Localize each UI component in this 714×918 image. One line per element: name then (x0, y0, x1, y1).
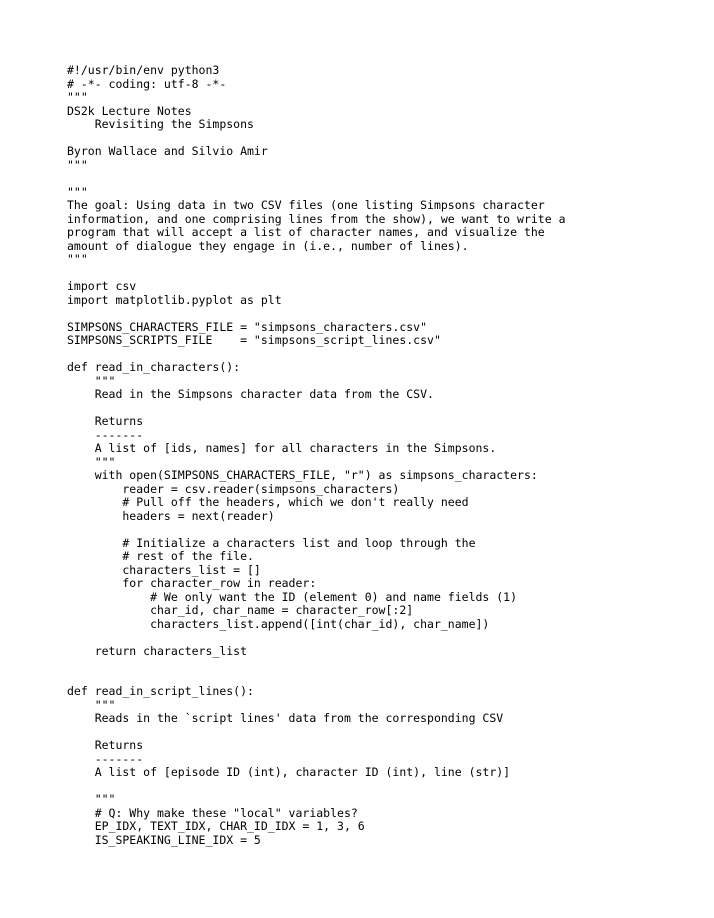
code-line: """ (67, 184, 88, 199)
code-line: characters_list = [] (67, 562, 261, 577)
code-line: DS2k Lecture Notes (67, 103, 192, 118)
code-line (67, 132, 566, 146)
code-line: A list of [episode ID (int), character ID (int), line (str)] (67, 765, 511, 779)
code-line: """ (67, 373, 116, 388)
code-line (67, 267, 566, 281)
code-line (67, 631, 566, 645)
code-line (67, 780, 566, 794)
code-line: # Initialize a characters list and loop through the (67, 535, 476, 550)
code-line: characters_list.append([int(char_id), char_name]) (67, 616, 490, 631)
code-line: def read_in_script_lines(): (67, 684, 254, 698)
code-line: def read_in_characters(): (67, 360, 241, 374)
code-line: Byron Wallace and Silvio Amir (67, 144, 268, 158)
code-line: """ (67, 697, 116, 712)
code-line: """ (67, 157, 88, 172)
code-line: # -*- coding: utf-8 -*- (67, 76, 227, 91)
code-line: A list of [ids, names] for all characters in the Simpsons. (67, 441, 497, 455)
code-line: return characters_list (67, 643, 248, 658)
code-line: headers = next(reader) (67, 508, 275, 523)
code-line: program that will accept a list of character names, and visualize the (67, 225, 545, 239)
code-line: import matplotlib.pyplot as plt (67, 292, 282, 307)
code-line (67, 307, 566, 321)
code-line (67, 672, 566, 686)
code-line: ------- (67, 427, 144, 442)
code-line: IS_SPEAKING_LINE_IDX = 5 (67, 832, 261, 847)
code-line: SIMPSONS_SCRIPTS_FILE = "simpsons_script_lines.csv" (67, 333, 441, 347)
code-line: # Q: Why make these "local" variables? (67, 805, 358, 820)
code-line: char_id, char_name = character_row[:2] (67, 603, 414, 617)
code-line (67, 726, 566, 740)
code-line: ------- (67, 751, 144, 766)
code-line: Revisiting the Simpsons (67, 117, 254, 131)
code-listing (67, 64, 566, 847)
code-line (67, 348, 566, 362)
code-line (67, 658, 566, 672)
code-line (67, 402, 566, 416)
code-line (67, 523, 566, 537)
code-line: information, and one comprising lines from the show), we want to write a (67, 211, 566, 226)
code-line: # We only want the ID (element 0) and name fields (1) (67, 589, 518, 604)
code-line: EP_IDX, TEXT_IDX, CHAR_ID_IDX = 1, 3, 6 (67, 819, 365, 833)
code-line: # Pull off the headers, which we don't really need (67, 495, 469, 509)
code-line: """ (67, 90, 88, 104)
code-line: """ (67, 454, 116, 469)
code-line: reader = csv.reader(simpsons_characters) (67, 481, 400, 496)
code-line: The goal: Using data in two CSV files (one listing Simpsons character (67, 198, 545, 212)
code-line: Reads in the `script lines' data from the corresponding CSV (67, 711, 504, 725)
code-line: #!/usr/bin/env python3 (67, 63, 220, 77)
code-line: # rest of the file. (67, 549, 254, 563)
code-line: for character_row in reader: (67, 576, 317, 590)
code-line: Returns (67, 414, 144, 428)
code-line: Read in the Simpsons character data from the CSV. (67, 387, 434, 401)
code-line: SIMPSONS_CHARACTERS_FILE = "simpsons_characters.csv" (67, 319, 428, 334)
code-line: """ (67, 252, 88, 266)
code-line (67, 172, 566, 186)
code-line: Returns (67, 738, 144, 752)
code-line: with open(SIMPSONS_CHARACTERS_FILE, "r") as simpsons_characters: (67, 468, 538, 482)
code-line: """ (67, 792, 116, 806)
code-line: import csv (67, 279, 137, 293)
code-line: amount of dialogue they engage in (i.e., number of lines). (67, 238, 469, 253)
